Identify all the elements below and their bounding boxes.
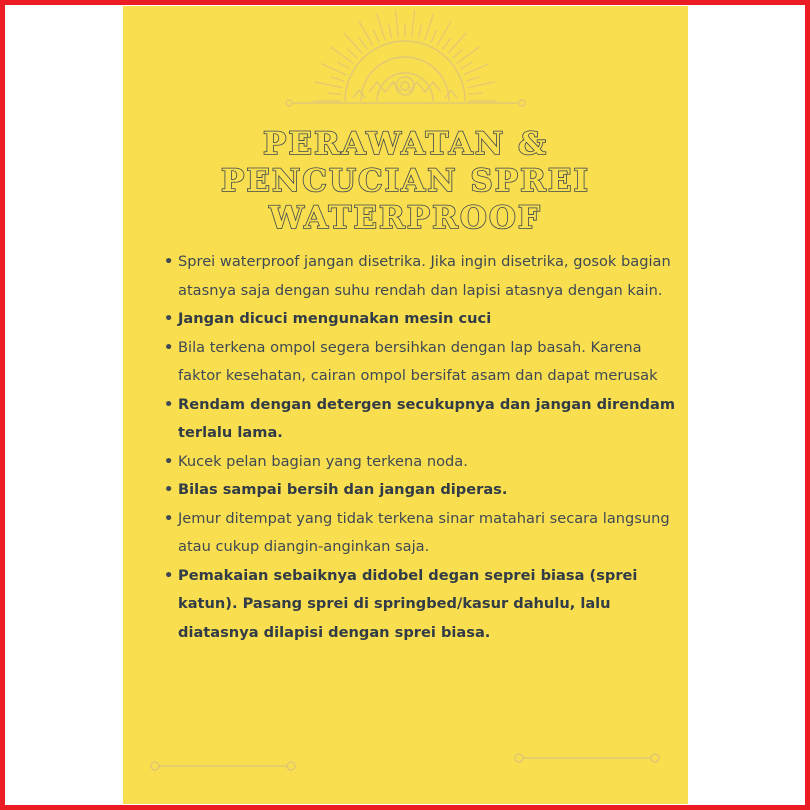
right-line-ornament — [513, 750, 663, 766]
list-item: • Rendam dengan detergen secukupnya dan jangan direndam terlalu lama. — [178, 391, 678, 448]
left-line-ornament — [149, 758, 299, 774]
poster — [123, 6, 688, 804]
care-instructions-list — [178, 248, 678, 647]
list-item: • Kucek pelan bagian yang terkena noda. — [178, 448, 678, 477]
list-item: • Jangan dicuci mengunakan mesin cuci — [178, 305, 678, 334]
list-item: • Pemakaian sebaiknya didobel degan seprei biasa (sprei katun). Pasang sprei di springbed/kasur dahulu, lalu diatasnya dilapisi dengan sprei biasa. — [178, 562, 678, 648]
title-line-2: PENCUCIAN SPREI — [221, 163, 590, 199]
list-item: • Bila terkena ompol segera bersihkan dengan lap basah. Karena faktor kesehatan, cairan ompol bersifat asam dan dapat merusak — [178, 334, 678, 391]
title-line-1: PERAWATAN & — [263, 126, 548, 162]
list-item: • Jemur ditempat yang tidak terkena sinar matahari secara langsung atau cukup diangin-anginkan saja. — [178, 505, 678, 562]
sunburst-ornament — [123, 6, 688, 136]
list-item: • Bilas sampai bersih dan jangan diperas. — [178, 476, 678, 505]
list-item: • Sprei waterproof jangan disetrika. Jika ingin disetrika, gosok bagian atasnya saja dengan suhu rendah dan lapisi atasnya dengan kain. — [178, 248, 678, 305]
title-line-3: WATERPROOF — [269, 200, 542, 236]
